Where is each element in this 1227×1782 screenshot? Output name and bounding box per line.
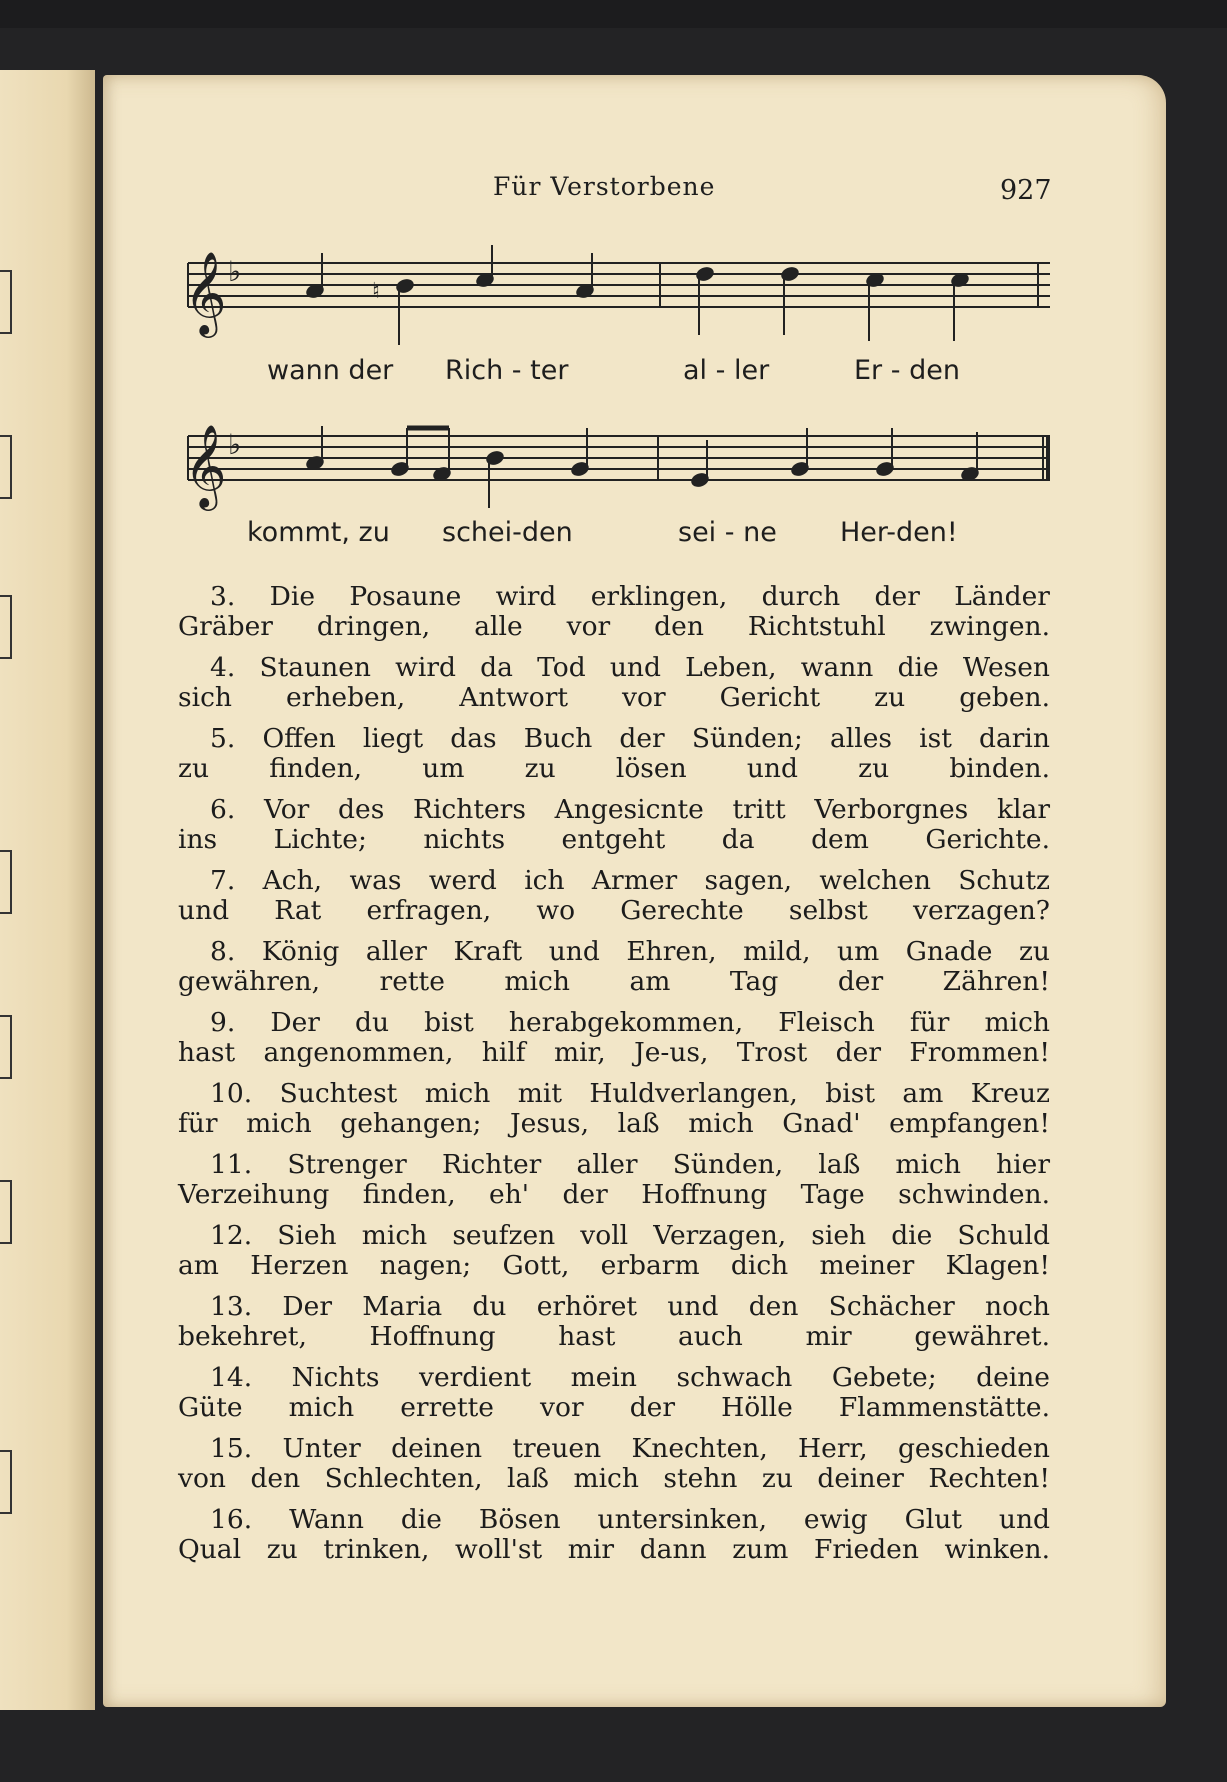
verse-line: bekehret, Hoffnung hast auch mir gewähret. (178, 1321, 1050, 1352)
verse (178, 1434, 1050, 1494)
verse-line: für mich gehangen; Jesus, laß mich Gnad' empfangen! (178, 1108, 1050, 1139)
lyric-syllable: schei-den (442, 517, 573, 548)
verse-number: 6. (210, 794, 236, 825)
lyric-syllable: kommt, zu (247, 517, 390, 548)
lyric-syllable: Her-den! (840, 517, 958, 548)
verse-line: Unter deinen treuen Knechten, Herr, geschieden (282, 1433, 1050, 1464)
lyric-syllable: sei - ne (678, 517, 777, 548)
verse (178, 1221, 1050, 1281)
page-number: 927 (1000, 175, 1052, 206)
verse (178, 1079, 1050, 1139)
verse (178, 866, 1050, 926)
verse-line: Staunen wird da Tod und Leben, wann die Wesen (259, 652, 1050, 683)
left-page-staff-mark (0, 850, 12, 914)
verse-number: 5. (210, 723, 236, 754)
left-page-staff-mark (0, 270, 12, 334)
verse-line: Der du bist herabgekommen, Fleisch für mich (270, 1007, 1050, 1038)
lyric-syllable: al - ler (683, 355, 770, 386)
verse-number: 8. (210, 936, 236, 967)
verse-line: Strenger Richter aller Sünden, laß mich hier (287, 1149, 1050, 1180)
verse-number: 15. (210, 1433, 253, 1464)
verse-line: sich erheben, Antwort vor Gericht zu geben. (178, 682, 1050, 713)
verse-number: 12. (210, 1220, 253, 1251)
verse-line: Die Posaune wird erklingen, durch der Länder (269, 581, 1050, 612)
verse-number: 3. (210, 581, 236, 612)
verse (178, 653, 1050, 713)
verse-number: 13. (210, 1291, 253, 1322)
flat-sign-icon: ♭ (228, 255, 242, 288)
left-page-edge (0, 70, 95, 1710)
verse-number: 10. (210, 1078, 253, 1109)
verse-line: gewähren, rette mich am Tag der Zähren! (178, 966, 1050, 997)
left-page-staff-mark (0, 1450, 12, 1514)
verse-line: Gräber dringen, alle vor den Richtstuhl zwingen. (178, 611, 1050, 642)
verse-list (178, 582, 1050, 1576)
verse (178, 1150, 1050, 1210)
verse-line: Vor des Richters Angesicnte tritt Verborgnes klar (264, 794, 1050, 825)
lyric-syllable: Rich - ter (445, 355, 569, 386)
lyric-syllable: Er - den (854, 355, 960, 386)
verse-line: Wann die Bösen untersinken, ewig Glut und (289, 1504, 1050, 1535)
treble-clef-icon: 𝄞 (184, 250, 227, 334)
verse-number: 4. (210, 652, 236, 683)
verse-line: Güte mich errette vor der Hölle Flammenstätte. (178, 1392, 1050, 1423)
verse-number: 9. (210, 1007, 236, 1038)
verse (178, 1292, 1050, 1352)
music-staff-1 (180, 245, 1050, 355)
lyric-syllable: wann der (267, 355, 394, 386)
verse (178, 795, 1050, 855)
verse-number: 14. (210, 1362, 253, 1393)
verse (178, 937, 1050, 997)
treble-clef-icon: 𝄞 (184, 423, 227, 507)
verse (178, 1008, 1050, 1068)
verse-number: 16. (210, 1504, 253, 1535)
left-page-staff-mark (0, 595, 12, 659)
verse-line: ins Lichte; nichts entgeht da dem Gerichte. (178, 824, 1050, 855)
verse (178, 1363, 1050, 1423)
verse-line: Sieh mich seufzen voll Verzagen, sieh die Schuld (277, 1220, 1050, 1251)
running-title: Für Verstorbene (493, 172, 716, 201)
verse-line: Ach, was werd ich Armer sagen, welchen Schutz (262, 865, 1050, 896)
verse (178, 724, 1050, 784)
music-staff-2 (180, 410, 1050, 520)
verse-line: von den Schlechten, laß mich stehn zu deiner Rechten! (178, 1463, 1050, 1494)
flat-sign-icon: ♭ (228, 428, 242, 461)
verse-line: Nichts verdient mein schwach Gebete; deine (291, 1362, 1050, 1393)
verse (178, 582, 1050, 642)
left-page-staff-mark (0, 1180, 12, 1244)
verse-number: 7. (210, 865, 236, 896)
verse-line: Verzeihung finden, eh' der Hoffnung Tage schwinden. (178, 1179, 1050, 1210)
verse (178, 1505, 1050, 1565)
verse-line: und Rat erfragen, wo Gerechte selbst verzagen? (178, 895, 1050, 926)
verse-line: zu finden, um zu lösen und zu binden. (178, 753, 1050, 784)
verse-line: Suchtest mich mit Huldverlangen, bist am Kreuz (279, 1078, 1050, 1109)
svg-text:♮: ♮ (372, 279, 380, 304)
verse-line: Qual zu trinken, woll'st mir dann zum Frieden winken. (178, 1534, 1050, 1565)
verse-line: Der Maria du erhöret und den Schächer noch (282, 1291, 1050, 1322)
verse-line: König aller Kraft und Ehren, mild, um Gnade zu (261, 936, 1050, 967)
verse-number: 11. (210, 1149, 253, 1180)
verse-line: hast angenommen, hilf mir, Je-us, Trost der Frommen! (178, 1037, 1050, 1068)
left-page-staff-mark (0, 435, 12, 499)
left-page-staff-mark (0, 1015, 12, 1079)
verse-line: Offen liegt das Buch der Sünden; alles ist darin (262, 723, 1050, 754)
verse-line: am Herzen nagen; Gott, erbarm dich meiner Klagen! (178, 1250, 1050, 1281)
